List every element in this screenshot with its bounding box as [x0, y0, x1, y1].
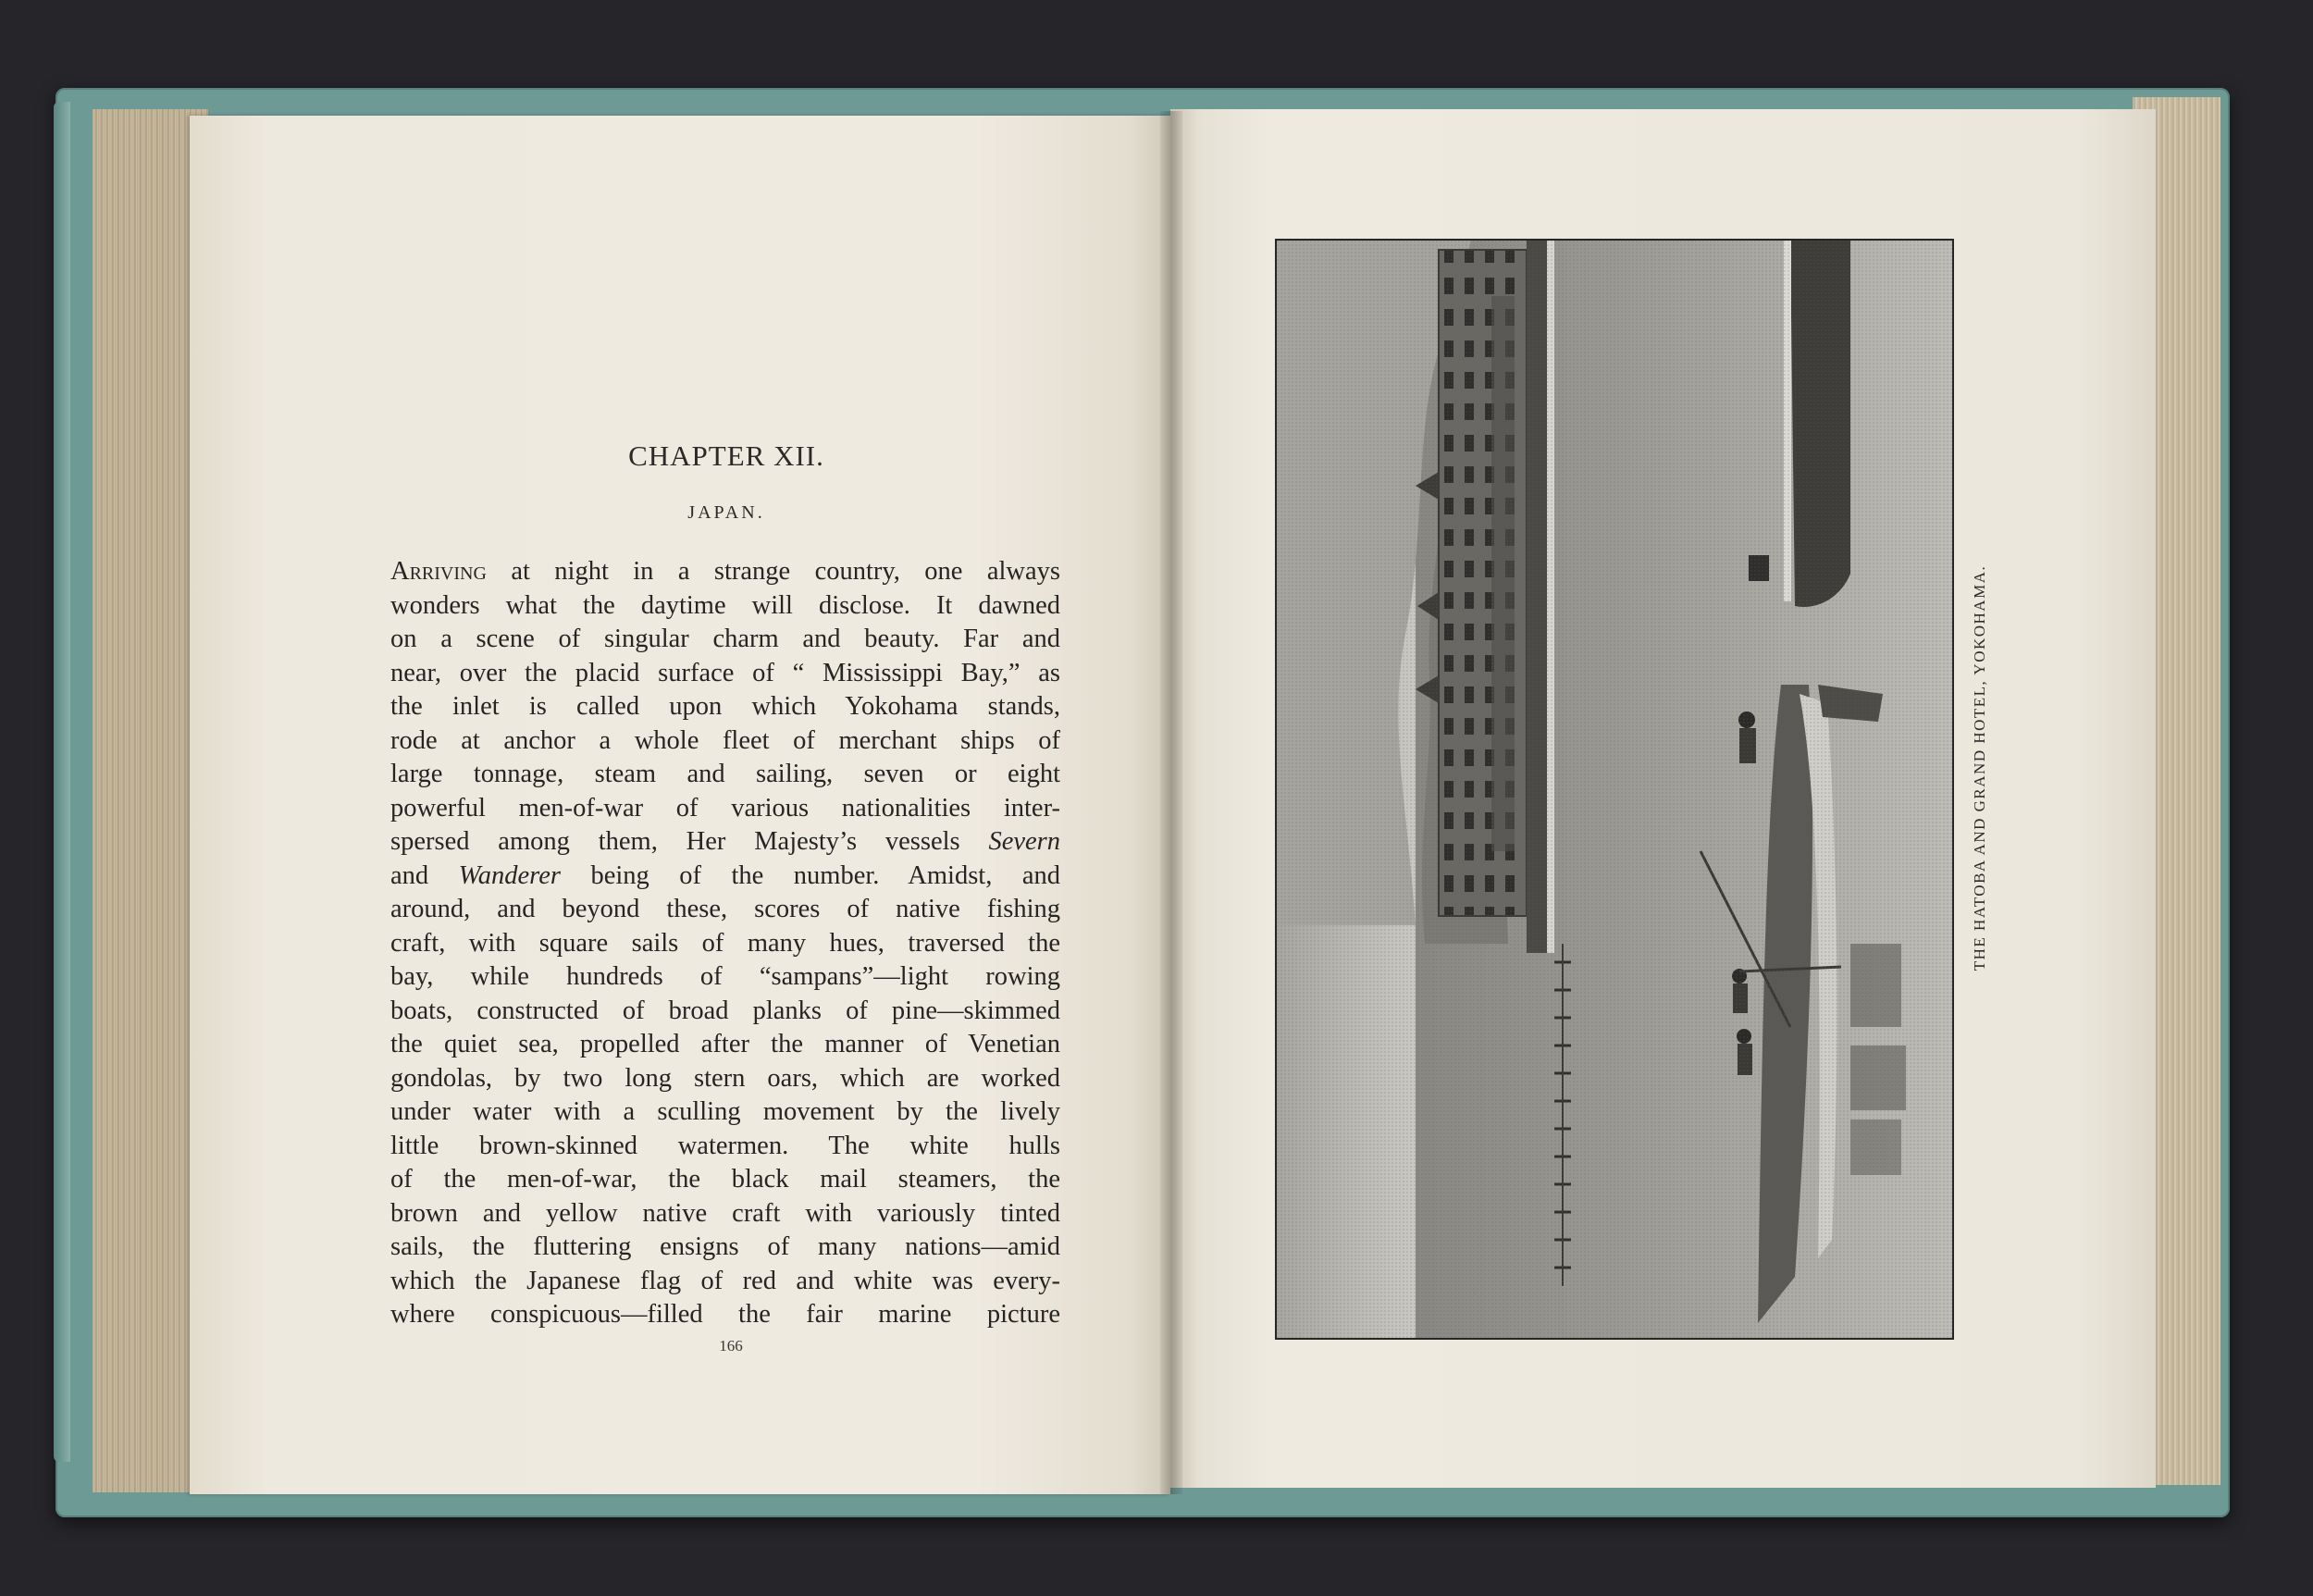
text-line: the inlet is called upon which Yokohama stands, [390, 692, 1060, 721]
text-line [390, 555, 1060, 589]
text-line: powerful men-of-war of various nationalities inter- [390, 793, 1060, 823]
text-line: large tonnage, steam and sailing, seven or eight [390, 760, 1060, 788]
text-line: bay, while hundreds of “sampans”—light rowing [390, 962, 1060, 991]
chapter-body-text [390, 555, 1060, 1332]
text-line: on a scene of singular charm and beauty. Far and [390, 625, 1060, 653]
cover-edge [54, 102, 70, 1462]
text-line: where conspicuous—filled the fair marine picture [390, 1300, 1060, 1329]
photo-caption-text: THE HATOBA AND GRAND HOTEL, YOKOHAMA. [1971, 564, 1988, 971]
opening-word: Arriving [390, 557, 487, 586]
harbour-photo-illustration [1277, 241, 1952, 1338]
text-line: craft, with square sails of many hues, traversed the [390, 928, 1060, 958]
text-line: rode at anchor a whole fleet of merchant ships of [390, 725, 1060, 755]
photo-caption [1961, 546, 1998, 990]
text-line: brown and yellow native craft with variously tinted [390, 1198, 1060, 1228]
chapter-title: CHAPTER XII. [628, 439, 824, 472]
text-line-content: at night in a strange country, one always [486, 557, 1060, 586]
text-line: under water with a sculling movement by the lively [390, 1097, 1060, 1126]
text-line: spersed among them, Her Majesty’s vessels Severn [390, 827, 1060, 856]
book-gutter [1160, 111, 1182, 1494]
chapter-subtitle: JAPAN. [687, 502, 765, 523]
text-line: of the men-of-war, the black mail steamers, the [390, 1165, 1060, 1194]
halftone-photograph [1275, 239, 1954, 1340]
text-line: wonders what the daytime will disclose. It dawned [390, 590, 1060, 620]
page-number: 166 [719, 1337, 743, 1355]
text-line: gondolas, by two long stern oars, which are worked [390, 1063, 1060, 1093]
text-line: little brown-skinned watermen. The white hulls [390, 1131, 1060, 1160]
text-line: sails, the fluttering ensigns of many nations—amid [390, 1232, 1060, 1261]
text-line: and Wanderer being of the number. Amidst, and [390, 860, 1060, 890]
text-line: near, over the placid surface of “ Mississippi Bay,” as [390, 658, 1060, 687]
text-line: around, and beyond these, scores of native fishing [390, 895, 1060, 923]
text-line: the quiet sea, propelled after the manner of Venetian [390, 1030, 1060, 1058]
text-line: boats, constructed of broad planks of pine—skimmed [390, 996, 1060, 1025]
text-line: which the Japanese flag of red and white was every- [390, 1266, 1060, 1295]
